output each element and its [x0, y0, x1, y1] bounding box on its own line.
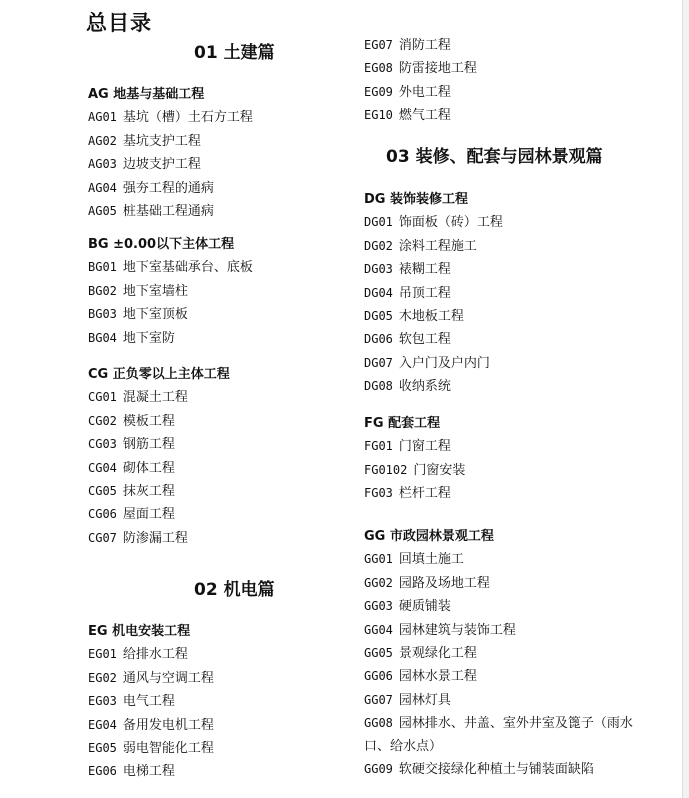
toc-item-label: 回填土施工: [398, 552, 464, 568]
toc-item: [88, 690, 214, 713]
toc-item-label: 硬质铺装: [398, 599, 451, 615]
toc-item-code: EG06: [88, 764, 117, 779]
toc-item-code: EG08: [364, 61, 393, 76]
toc-item-label: 软包工程: [398, 332, 451, 348]
toc-item-label: 栏杆工程: [398, 486, 451, 502]
toc-item-label: 抹灰工程: [122, 484, 175, 500]
toc-item-code: GG02: [364, 575, 393, 590]
toc-item-code: EG10: [364, 108, 393, 123]
toc-item: [364, 712, 634, 758]
toc-item-label: 地下室墙柱: [122, 283, 188, 299]
toc-item-label: 砌体工程: [122, 460, 175, 476]
toc-item: [364, 81, 477, 104]
toc-item-code: GG01: [364, 552, 393, 567]
section-heading: CG 正负零以上主体工程: [88, 367, 230, 382]
toc-item: [88, 480, 230, 503]
toc-item: [88, 737, 214, 760]
toc-item-code: DG06: [364, 332, 393, 347]
toc-item: [88, 303, 253, 326]
toc-item-code: DG05: [364, 309, 393, 324]
toc-item-label: 木地板工程: [398, 309, 464, 325]
toc-item-code: FG0102: [364, 462, 408, 477]
section-heading: AG 地基与基础工程: [88, 87, 205, 102]
toc-item: [88, 386, 230, 409]
toc-item-code: CG07: [88, 530, 117, 545]
toc-item: [364, 34, 477, 57]
toc-item-label: 钢筋工程: [122, 437, 175, 453]
toc-item: [364, 758, 634, 781]
toc-item: [88, 433, 230, 456]
toc-item: [88, 200, 253, 223]
toc-item-label: 收纳系统: [398, 379, 451, 395]
toc-item-label: 给排水工程: [122, 647, 188, 663]
toc-item: [364, 104, 477, 127]
toc-item: [88, 457, 230, 480]
toc-item-code: DG08: [364, 379, 393, 394]
toc-item: [364, 305, 503, 328]
toc-item-code: CG04: [88, 460, 117, 475]
toc-item-label: 基坑（槽）土石方工程: [122, 110, 253, 126]
toc-item-label: 地下室顶板: [122, 307, 188, 323]
toc-item: [364, 235, 503, 258]
toc-item-label: 燃气工程: [398, 108, 451, 124]
section-gg: [364, 526, 634, 781]
section-dg: [364, 189, 503, 399]
section-heading: EG 机电安装工程: [88, 624, 191, 639]
toc-item-code: CG03: [88, 437, 117, 452]
toc-item-label: 弱电智能化工程: [122, 741, 214, 757]
toc-item-code: GG07: [364, 692, 393, 707]
toc-item-label: 地下室基础承台、底板: [122, 260, 253, 276]
toc-item-code: EG02: [88, 670, 117, 685]
toc-item-code: BG03: [88, 307, 117, 322]
toc-item: [88, 256, 253, 279]
toc-item-label: 基坑支护工程: [122, 133, 201, 149]
toc-item-code: DG02: [364, 238, 393, 253]
toc-item: [364, 375, 503, 398]
toc-item-label: 防渗漏工程: [122, 530, 188, 546]
toc-item: [364, 665, 634, 688]
toc-item-label: 屋面工程: [122, 507, 175, 523]
toc-item-code: AG05: [88, 204, 117, 219]
toc-item: [364, 548, 634, 571]
section-ag: [88, 84, 253, 223]
toc-item-code: EG07: [364, 38, 393, 52]
toc-item: [88, 714, 214, 737]
toc-item-label: 电梯工程: [122, 764, 175, 780]
toc-item: [88, 130, 253, 153]
toc-item-code: FG03: [364, 486, 393, 501]
toc-item: [364, 57, 477, 80]
section-heading: BG ±0.00以下主体工程: [88, 237, 235, 252]
toc-item-label: 电气工程: [122, 694, 175, 710]
toc-item-label: 园林水景工程: [398, 669, 477, 685]
toc-item-code: GG04: [364, 622, 393, 637]
toc-item-label: 地下室防: [122, 330, 175, 346]
toc-item: [88, 643, 214, 666]
toc-item-code: AG01: [88, 110, 117, 125]
section-heading: FG 配套工程: [364, 416, 441, 431]
toc-item: [88, 106, 253, 129]
toc-item-label: 通风与空调工程: [122, 670, 214, 686]
toc-item: [88, 153, 253, 176]
toc-item-code: BG02: [88, 283, 117, 298]
section-heading: DG 装饰装修工程: [364, 192, 468, 207]
toc-item: [88, 667, 214, 690]
toc-item: [364, 642, 634, 665]
toc-item: [364, 258, 503, 281]
toc-item-code: EG05: [88, 741, 117, 756]
toc-item-label: 备用发电机工程: [122, 717, 214, 733]
toc-item: [364, 459, 465, 482]
toc-item-label: 景观绿化工程: [398, 646, 477, 662]
toc-item: [88, 527, 230, 550]
section-fg: [364, 413, 465, 506]
toc-item-code: DG01: [364, 215, 393, 230]
toc-item-label: 园林排水、井盖、室外井室及篦子（雨水口、给水点）: [364, 716, 633, 754]
toc-item-code: AG03: [88, 157, 117, 172]
toc-item-label: 边坡支护工程: [122, 157, 201, 173]
toc-item-label: 裱糊工程: [398, 262, 451, 278]
toc-item-label: 软硬交接绿化种植土与铺装面缺陷: [398, 762, 594, 778]
toc-item-code: CG06: [88, 507, 117, 522]
toc-item-label: 园路及场地工程: [398, 575, 490, 591]
toc-item: [364, 282, 503, 305]
toc-item-code: DG03: [364, 262, 393, 277]
toc-item-code: FG01: [364, 439, 393, 454]
toc-item: [88, 327, 253, 350]
toc-item: [88, 177, 253, 200]
part-title-01: 01 土建篇: [194, 43, 275, 63]
toc-item: [364, 572, 634, 595]
section-cg: [88, 364, 230, 550]
toc-item: [364, 619, 634, 642]
toc-item-label: 强夯工程的通病: [122, 180, 214, 196]
page-edge: [682, 0, 689, 798]
toc-item-code: GG05: [364, 646, 393, 661]
toc-item: [364, 595, 634, 618]
toc-item-code: BG01: [88, 260, 117, 275]
toc-item: [364, 689, 634, 712]
section-bg: [88, 234, 253, 350]
toc-item: [88, 280, 253, 303]
toc-item-code: AG04: [88, 180, 117, 195]
toc-item-code: EG04: [88, 717, 117, 732]
toc-item: [364, 352, 503, 375]
toc-item-code: GG09: [364, 762, 393, 777]
toc-item-code: BG04: [88, 330, 117, 345]
section-eg-continued: [364, 34, 477, 128]
toc-item-label: 饰面板（砖）工程: [398, 215, 503, 231]
toc-item-label: 园林建筑与装饰工程: [398, 622, 516, 638]
toc-item-code: CG05: [88, 484, 117, 499]
toc-item-label: 防雷接地工程: [398, 61, 477, 77]
toc-item: [88, 760, 214, 783]
toc-item-label: 外电工程: [398, 84, 451, 100]
toc-item: [88, 503, 230, 526]
toc-item: [364, 211, 503, 234]
part-title-03: 03 装修、配套与园林景观篇: [386, 147, 603, 167]
toc-item-label: 消防工程: [398, 38, 451, 53]
toc-item-code: EG01: [88, 647, 117, 662]
toc-item-label: 园林灯具: [398, 692, 451, 708]
toc-item-label: 门窗安装: [413, 462, 466, 478]
toc-item-code: CG02: [88, 413, 117, 428]
part-title-02: 02 机电篇: [194, 580, 275, 600]
section-heading: GG 市政园林景观工程: [364, 529, 494, 544]
toc-item: [364, 482, 465, 505]
toc-item-label: 门窗工程: [398, 439, 451, 455]
toc-item-code: GG08: [364, 716, 393, 731]
toc-item-code: CG01: [88, 390, 117, 405]
toc-item-code: DG07: [364, 355, 393, 370]
toc-item-code: AG02: [88, 133, 117, 148]
page-title: 总目录: [86, 11, 152, 35]
toc-item-label: 桩基础工程通病: [122, 204, 214, 220]
toc-item: [88, 410, 230, 433]
section-eg: [88, 621, 214, 784]
toc-item-code: GG06: [364, 669, 393, 684]
toc-item: [364, 435, 465, 458]
toc-item-label: 入户门及户内门: [398, 355, 490, 371]
toc-item: [364, 328, 503, 351]
toc-item-label: 模板工程: [122, 413, 175, 429]
toc-item-code: EG03: [88, 694, 117, 709]
toc-item-label: 涂料工程施工: [398, 238, 477, 254]
toc-item-code: GG03: [364, 599, 393, 614]
toc-item-code: DG04: [364, 285, 393, 300]
toc-item-code: EG09: [364, 84, 393, 99]
toc-item-label: 吊顶工程: [398, 285, 451, 301]
toc-item-label: 混凝土工程: [122, 390, 188, 406]
